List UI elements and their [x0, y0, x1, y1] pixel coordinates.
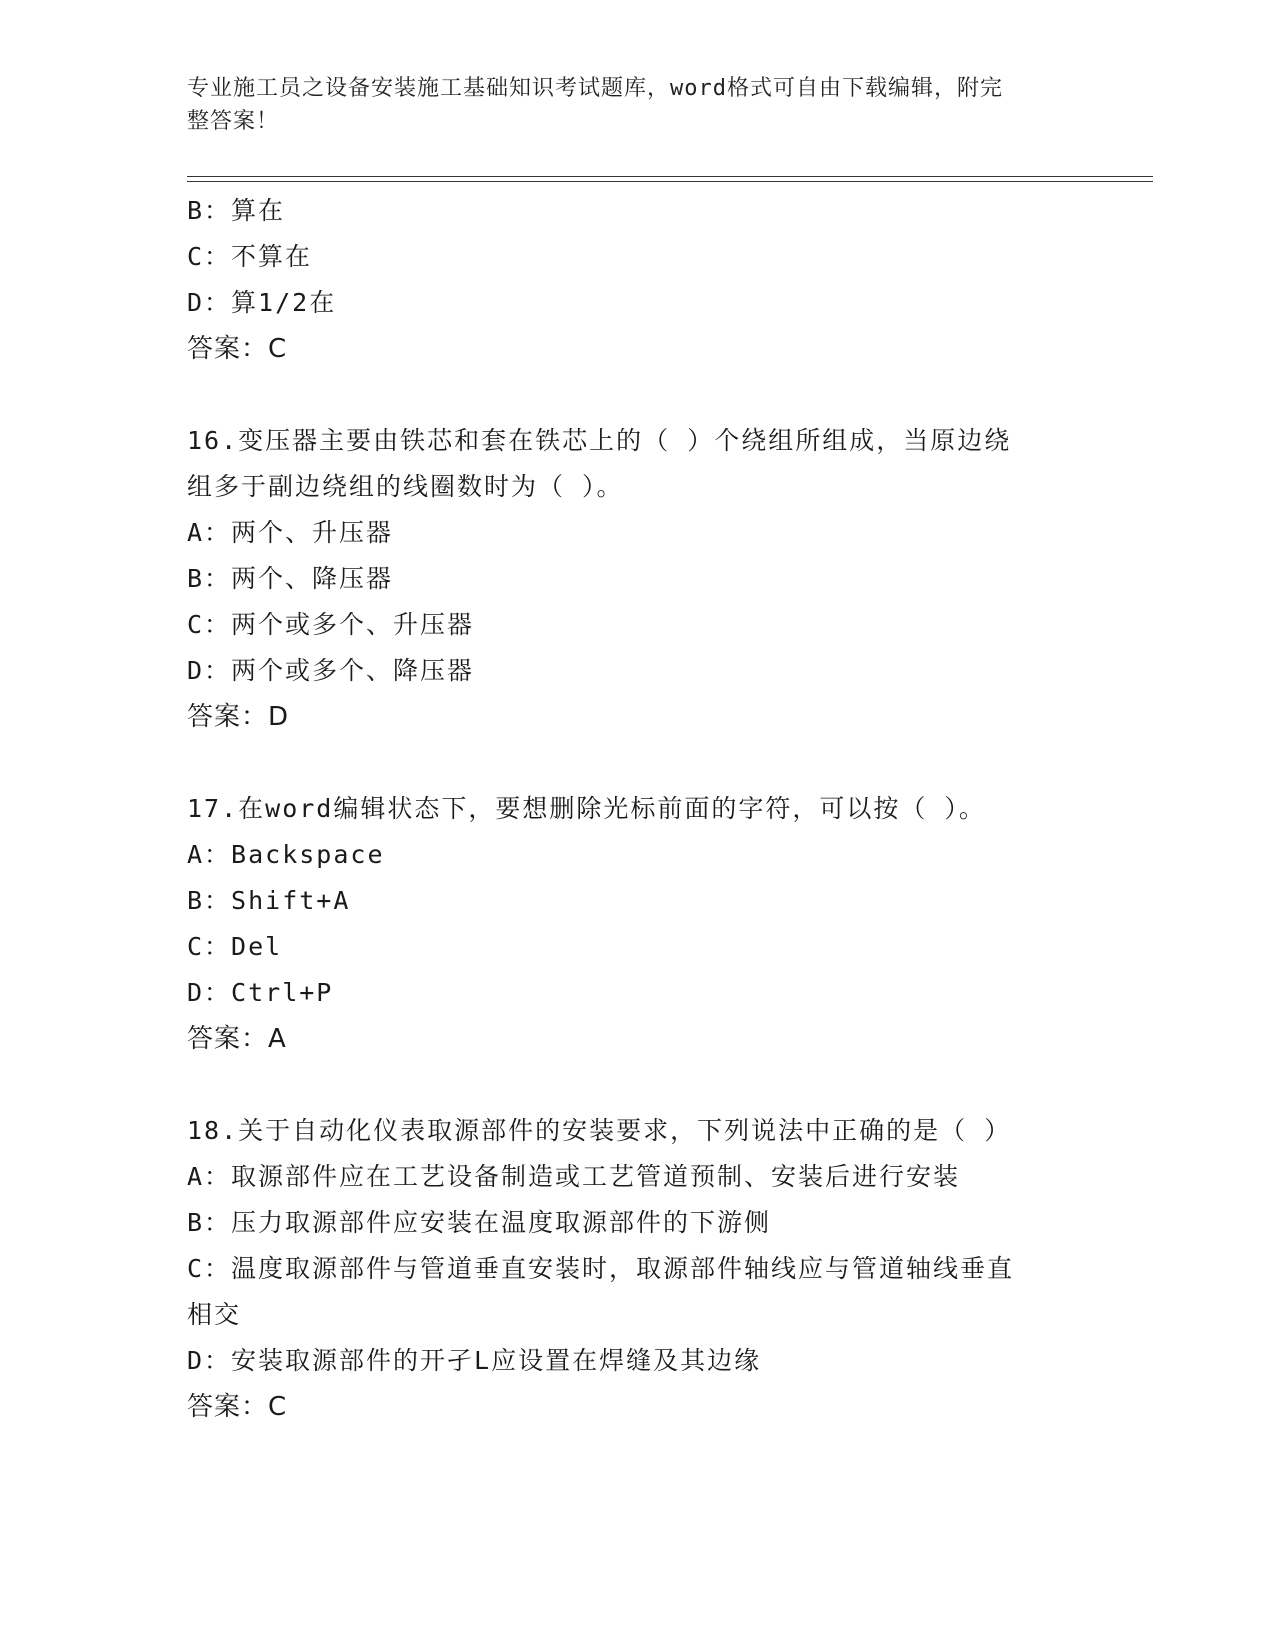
- option-d: D：算1/2在: [187, 288, 337, 317]
- answer-line: 答案：C: [187, 1392, 288, 1422]
- question-text-line-1: 16.变压器主要由铁芯和套在铁芯上的（ ）个绕组所组成，当原边绕: [187, 426, 1012, 455]
- option-c: C：Del: [187, 932, 283, 961]
- header-line-2: 整答案！: [187, 109, 280, 134]
- option-b: B：压力取源部件应安装在温度取源部件的下游侧: [187, 1208, 772, 1237]
- header-rule-top: [187, 176, 1153, 177]
- option-c: C：不算在: [187, 242, 313, 271]
- option-a: A：取源部件应在工艺设备制造或工艺管道预制、安装后进行安装: [187, 1162, 961, 1191]
- header-rule-bottom: [187, 181, 1153, 182]
- option-c: C：温度取源部件与管道垂直安装时，取源部件轴线应与管道轴线垂直: [187, 1254, 1015, 1283]
- answer-line: 答案：A: [187, 1024, 287, 1054]
- block-spacer: [187, 1062, 1087, 1108]
- block-spacer: [187, 740, 1087, 786]
- option-a: A：Backspace: [187, 840, 385, 869]
- option-b: B：两个、降压器: [187, 564, 394, 593]
- option-d: D：安装取源部件的开孑L应设置在焊缝及其边缘: [187, 1346, 762, 1375]
- question-block-18: [187, 1108, 1087, 1430]
- option-b: B：Shift+A: [187, 886, 351, 915]
- question-text-line-1: 17.在word编辑状态下，要想删除光标前面的字符，可以按（ ）。: [187, 794, 986, 823]
- option-d: D：两个或多个、降压器: [187, 656, 475, 685]
- question-block-17: [187, 786, 1087, 1062]
- option-c: C：两个或多个、升压器: [187, 610, 475, 639]
- option-a: A：两个、升压器: [187, 518, 394, 547]
- option-d: D：Ctrl+P: [187, 978, 334, 1007]
- block-spacer: [187, 372, 1087, 418]
- question-block-16: [187, 418, 1087, 740]
- question-list: [187, 188, 1087, 1430]
- question-text-line-2: 组多于副边绕组的线圈数时为（ ）。: [187, 472, 624, 501]
- document-header: [187, 72, 1067, 138]
- option-b: B：算在: [187, 196, 286, 225]
- answer-line: 答案：D: [187, 702, 290, 732]
- option-c-continued: 相交: [187, 1300, 242, 1329]
- question-block-15: [187, 188, 1087, 372]
- header-line-1: 专业施工员之设备安装施工基础知识考试题库，word格式可自由下载编辑，附完: [187, 76, 1003, 101]
- question-text-line-1: 18.关于自动化仪表取源部件的安装要求，下列说法中正确的是（ ）: [187, 1116, 1012, 1145]
- answer-line: 答案：C: [187, 334, 288, 364]
